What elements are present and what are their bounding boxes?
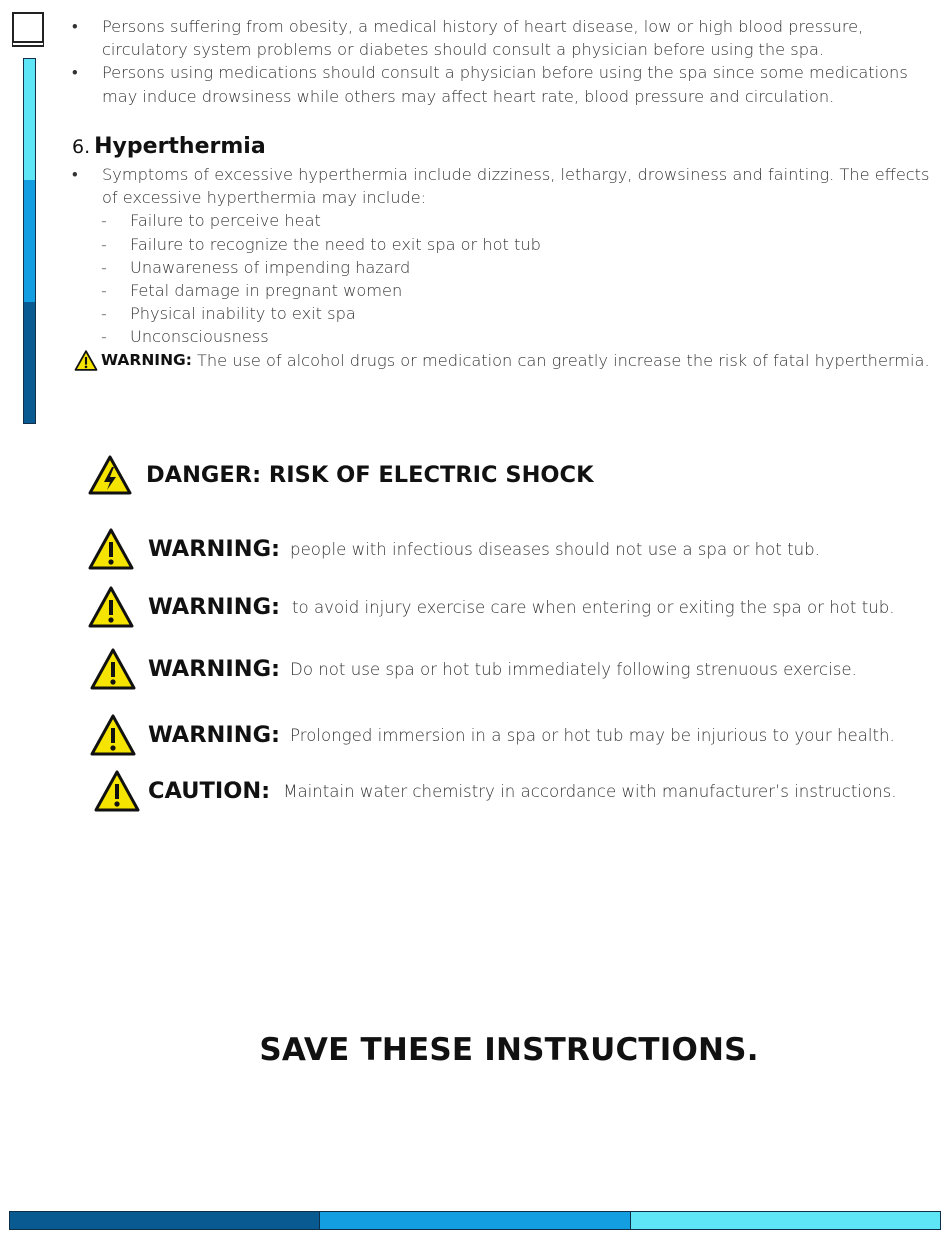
effect-text: Failure to recognize the need to exit spa or hot tub xyxy=(130,234,541,254)
effect-item xyxy=(72,233,932,256)
warning-text: Do not use spa or hot tub immediately following strenuous exercise. xyxy=(290,659,857,679)
warning-row xyxy=(88,528,820,570)
warning-label: WARNING: xyxy=(148,656,281,682)
dash-marker: - xyxy=(101,281,107,301)
danger-label: DANGER: RISK OF ELECTRIC SHOCK xyxy=(146,462,594,488)
dash-marker: - xyxy=(101,234,107,254)
effect-text: Physical inability to exit spa xyxy=(130,304,356,324)
warning-triangle-icon xyxy=(88,586,134,628)
side-bar-dark-segment xyxy=(24,302,35,423)
bullet-text: Symptoms of excessive hyperthermia include dizziness, lethargy, drowsiness and fainting. The effects of excessive hyperthermia may include: xyxy=(102,165,930,208)
warning-text: Prolonged immersion in a spa or hot tub may be injurious to your health. xyxy=(290,725,895,745)
warning-row xyxy=(90,714,895,756)
warning-label: WARNING: xyxy=(148,722,281,748)
dash-marker: - xyxy=(101,304,107,324)
bullet-dot: • xyxy=(72,165,78,184)
list-item xyxy=(72,163,932,209)
effect-item xyxy=(72,279,932,302)
dash-marker: - xyxy=(101,327,107,347)
bottom-bar-dark-segment xyxy=(10,1212,319,1229)
intro-bullet-list xyxy=(72,15,932,108)
warning-text: to avoid injury exercise care when entering or exiting the spa or hot tub. xyxy=(292,597,895,617)
effect-item xyxy=(72,302,932,325)
bullet-dot: • xyxy=(72,63,78,83)
bottom-bar-light-segment xyxy=(630,1212,940,1229)
bullet-text: Persons suffering from obesity, a medical history of heart disease, low or high blood pressure, circulatory system problems or diabetes should consult a physician before using the spa. xyxy=(102,17,864,60)
warning-row xyxy=(90,648,857,690)
bullet-dot: • xyxy=(72,17,78,36)
effect-item xyxy=(72,256,932,279)
list-item xyxy=(72,15,932,61)
warning-row xyxy=(88,586,895,628)
effect-item xyxy=(72,209,932,232)
side-bar-mid-segment xyxy=(24,180,35,301)
effect-text: Unawareness of impending hazard xyxy=(130,257,411,277)
bottom-bar-mid-segment xyxy=(319,1212,629,1229)
caution-row xyxy=(94,770,897,812)
hyperthermia-list xyxy=(72,163,932,349)
hyperthermia-warning xyxy=(74,348,930,372)
bottom-color-bar xyxy=(9,1211,941,1230)
section-title: Hyperthermia xyxy=(94,134,266,159)
warning-label: WARNING: xyxy=(148,594,281,620)
section-number: 6. xyxy=(72,136,91,158)
warning-triangle-icon xyxy=(90,714,136,756)
warning-text: The use of alcohol drugs or medication can greatly increase the risk of fatal hyperthermia. xyxy=(196,350,930,370)
dash-marker: - xyxy=(101,211,107,231)
warning-text: people with infectious diseases should not use a spa or hot tub. xyxy=(290,539,820,559)
caution-label: CAUTION: xyxy=(148,778,271,804)
save-instructions-title: SAVE THESE INSTRUCTIONS. xyxy=(259,1032,759,1068)
list-item xyxy=(72,61,932,107)
effect-text: Unconsciousness xyxy=(130,327,269,347)
warning-triangle-icon xyxy=(94,770,140,812)
warning-triangle-icon xyxy=(74,350,98,371)
effect-text: Failure to perceive heat xyxy=(130,211,321,231)
bullet-text: Persons using medications should consult a physician before using the spa since some medications may induce drowsiness while others may affect heart rate, blood pressure and circulation. xyxy=(102,63,908,106)
effect-text: Fetal damage in pregnant women xyxy=(130,281,403,301)
section-heading xyxy=(72,134,266,164)
side-bar-light-segment xyxy=(24,59,35,180)
electric-shock-icon xyxy=(88,455,132,495)
caution-text: Maintain water chemistry in accordance with manufacturer’s instructions. xyxy=(283,781,897,801)
dash-marker: - xyxy=(101,257,107,277)
danger-electric-shock xyxy=(88,455,594,495)
side-color-bar xyxy=(23,58,36,424)
corner-box xyxy=(12,12,44,43)
warning-label: WARNING: xyxy=(148,536,281,562)
warning-triangle-icon xyxy=(88,528,134,570)
effect-item xyxy=(72,325,932,348)
warning-triangle-icon xyxy=(90,648,136,690)
warning-label: WARNING: xyxy=(101,351,192,369)
